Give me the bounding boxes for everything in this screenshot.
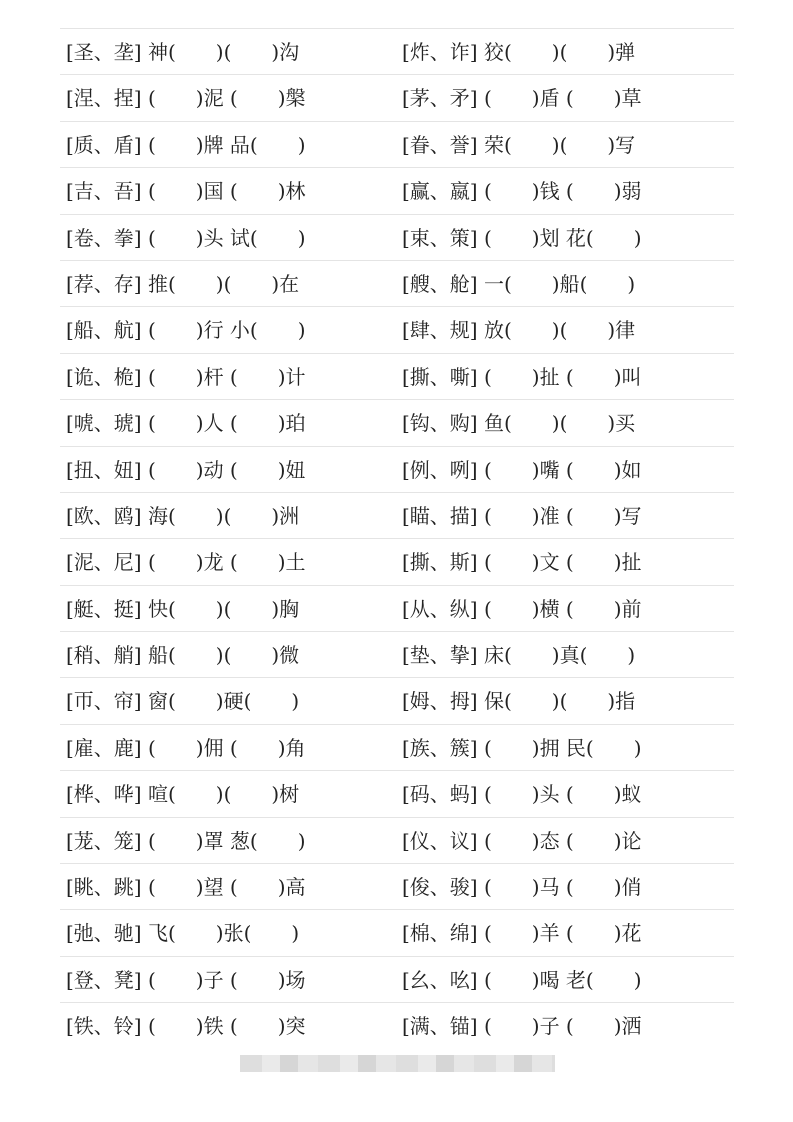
exercise-row	[60, 74, 734, 120]
exercise-left: [船、航] ( )行 小( )	[66, 318, 306, 343]
exercise-left: [质、盾] ( )牌 品( )	[66, 132, 306, 157]
exercise-row	[60, 214, 734, 260]
exercise-left: [圣、垄] 神( )( )沟	[66, 40, 300, 64]
exercise-row	[60, 28, 734, 74]
exercise-left: [荐、存] 推( )( )在	[66, 271, 300, 296]
exercise-left: [唬、琥] ( )人 ( )珀	[66, 411, 306, 436]
exercise-left: [稍、艄] 船( )( )微	[66, 643, 300, 668]
exercise-right: [满、锚] ( )子 ( )洒	[402, 1014, 642, 1039]
exercise-row	[60, 1002, 734, 1048]
exercise-row	[60, 770, 734, 816]
exercise-row	[60, 724, 734, 770]
exercise-right: [幺、吆] ( )喝 老( )	[402, 967, 642, 992]
exercise-right: [仪、议] ( )态 ( )论	[402, 828, 642, 853]
blurred-footer-watermark	[240, 1055, 555, 1072]
exercise-right: [姆、拇] 保( )( )指	[402, 689, 636, 714]
exercise-row	[60, 121, 734, 167]
exercise-row	[60, 863, 734, 909]
exercise-left: [眺、跳] ( )望 ( )高	[66, 875, 306, 900]
exercise-right: [艘、舱] 一( )船( )	[402, 271, 636, 296]
exercise-right: [垫、挚] 床( )真( )	[402, 643, 636, 668]
exercise-right: [棉、绵] ( )羊 ( )花	[402, 921, 642, 946]
exercise-row	[60, 817, 734, 863]
exercise-row	[60, 538, 734, 584]
exercise-left: [卷、拳] ( )头 试( )	[66, 225, 306, 250]
exercise-left: [登、凳] ( )子 ( )场	[66, 967, 306, 992]
exercise-row	[60, 631, 734, 677]
exercise-row	[60, 446, 734, 492]
exercise-right: [瞄、描] ( )准 ( )写	[402, 503, 642, 528]
exercise-row	[60, 399, 734, 445]
exercise-row	[60, 956, 734, 1002]
exercise-right: [码、蚂] ( )头 ( )蚁	[402, 782, 642, 807]
exercise-right: [例、咧] ( )嘴 ( )如	[402, 457, 642, 482]
exercise-right: [族、簇] ( )拥 民( )	[402, 735, 642, 760]
exercise-left: [涅、捏] ( )泥 ( )槃	[66, 86, 306, 111]
exercise-left: [泥、尼] ( )龙 ( )土	[66, 550, 306, 575]
exercise-row	[60, 909, 734, 955]
exercise-right: [俊、骏] ( )马 ( )俏	[402, 875, 642, 900]
exercise-right: [束、策] ( )划 花( )	[402, 225, 642, 250]
exercise-left: [吉、吾] ( )国 ( )林	[66, 179, 306, 204]
exercise-right: [撕、斯] ( )文 ( )扯	[402, 550, 642, 575]
exercise-right: [肆、规] 放( )( )律	[402, 318, 636, 343]
exercise-left: [艇、挺] 快( )( )胸	[66, 596, 300, 621]
exercise-left: [欧、鸥] 海( )( )洲	[66, 503, 300, 528]
worksheet	[60, 28, 734, 1039]
exercise-right: [赢、嬴] ( )钱 ( )弱	[402, 179, 642, 204]
exercise-left: [弛、驰] 飞( )张( )	[66, 921, 300, 946]
exercise-row	[60, 306, 734, 352]
exercise-row	[60, 167, 734, 213]
exercise-row	[60, 677, 734, 723]
exercise-row	[60, 353, 734, 399]
exercise-row	[60, 585, 734, 631]
exercise-left: [扭、妞] ( )动 ( )妞	[66, 457, 306, 482]
exercise-right: [茅、矛] ( )盾 ( )草	[402, 86, 642, 111]
exercise-left: [雇、鹿] ( )佣 ( )角	[66, 735, 306, 760]
exercise-right: [眷、誉] 荣( )( )写	[402, 132, 636, 157]
exercise-left: [诡、桅] ( )杆 ( )计	[66, 364, 306, 389]
exercise-left: [茏、笼] ( )罩 葱( )	[66, 828, 306, 853]
exercise-left: [铁、铃] ( )铁 ( )突	[66, 1014, 306, 1039]
exercise-right: [从、纵] ( )横 ( )前	[402, 596, 642, 621]
exercise-left: [帀、帘] 窗( )硬( )	[66, 689, 300, 714]
exercise-left: [桦、哗] 喧( )( )树	[66, 782, 300, 807]
exercise-right: [钩、购] 鱼( )( )买	[402, 411, 636, 436]
exercise-row	[60, 260, 734, 306]
exercise-right: [炸、诈] 狡( )( )弹	[402, 40, 636, 64]
exercise-row	[60, 492, 734, 538]
exercise-right: [撕、嘶] ( )扯 ( )叫	[402, 364, 642, 389]
